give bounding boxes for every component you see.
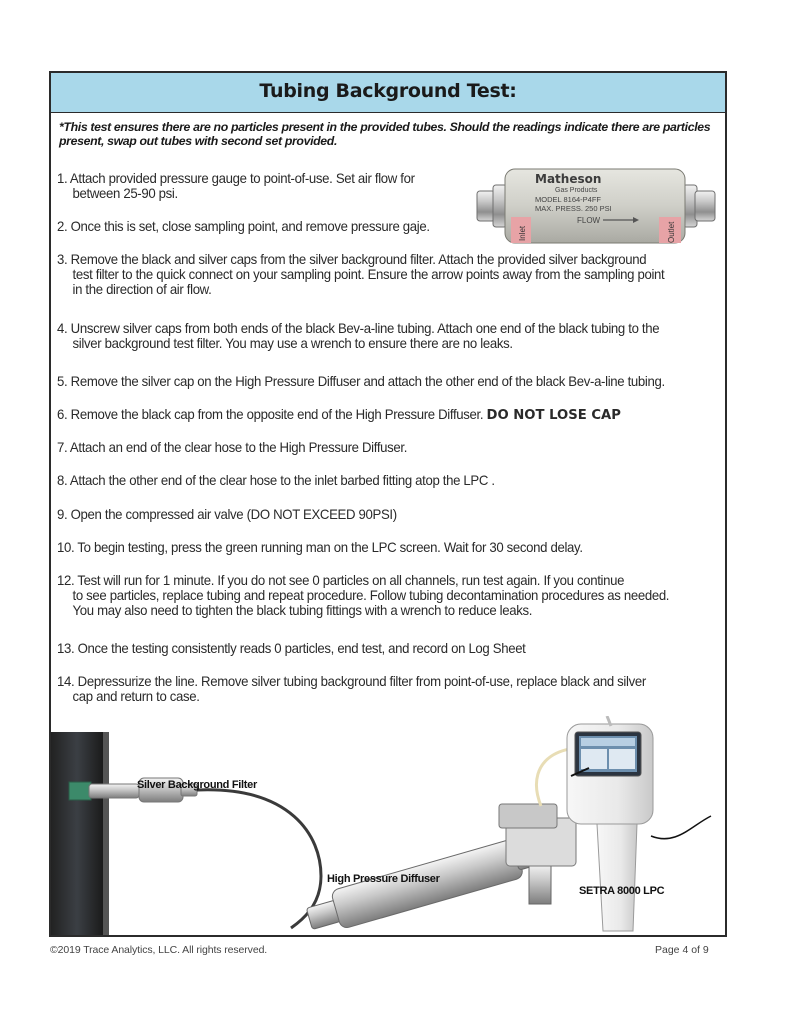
step-text: 6. Remove the black cap from the opposite end of the High Pressure Diffuser. bbox=[57, 407, 484, 422]
step-8 bbox=[57, 473, 705, 488]
filter-flow: FLOW bbox=[577, 216, 601, 225]
black-tubing bbox=[197, 790, 321, 928]
filter-brand-sub: Gas Products bbox=[555, 187, 598, 194]
instruction-panel bbox=[49, 71, 727, 937]
step-text: 12. Test will run for 1 minute. If you do not see 0 particles on all channels, run test again. If you continue bbox=[57, 573, 625, 588]
step-text: 2. Once this is set, close sampling point, and remove pressure gaje. bbox=[57, 219, 430, 234]
step-continuation: cap and return to case. bbox=[72, 689, 200, 704]
step-continuation: silver background test filter. You may use a wrench to ensure there are no leaks. bbox=[72, 336, 513, 351]
step-text: 5. Remove the silver cap on the High Pressure Diffuser and attach the other end of the black Bev-a-line tubing. bbox=[57, 374, 665, 389]
step-2 bbox=[57, 219, 464, 234]
page-number: Page 4 of 9 bbox=[655, 944, 709, 956]
step-continuation: test filter to the quick connect on your sampling point. Ensure the arrow points away from the sampling point in the direction of air flow. bbox=[72, 267, 665, 297]
step-text: 1. Attach provided pressure gauge to point-of-use. Set air flow for bbox=[57, 171, 415, 186]
step-continuation: between 25-90 psi. bbox=[72, 186, 178, 201]
filter-outlet-label: Outlet bbox=[667, 221, 676, 243]
step-text: 14. Depressurize the line. Remove silver tubing background filter from point-of-use, replace black and silver bbox=[57, 674, 646, 689]
filter-brand: Matheson bbox=[535, 172, 602, 186]
step-text: 4. Unscrew silver caps from both ends of the black Bev-a-line tubing. Attach one end of the black tubing to the bbox=[57, 321, 660, 336]
warning-text: DO NOT LOSE CAP bbox=[486, 407, 621, 423]
label-diffuser: High Pressure Diffuser bbox=[327, 873, 440, 885]
step-text: 9. Open the compressed air valve (DO NOT EXCEED 90PSI) bbox=[57, 507, 397, 522]
filter-inlet-label: Inlet bbox=[518, 225, 527, 241]
step-text: 8. Attach the other end of the clear hose to the inlet barbed fitting atop the LPC . bbox=[57, 473, 495, 488]
wall-panel bbox=[51, 732, 103, 937]
step-6 bbox=[57, 407, 705, 423]
test-setup-photo bbox=[51, 716, 727, 937]
title-bar bbox=[51, 73, 725, 113]
step-text: 10. To begin testing, press the green running man on the LPC screen. Wait for 30 second delay. bbox=[57, 540, 583, 555]
step-text: 13. Once the testing consistently reads 0 particles, end test, and record on Log Sheet bbox=[57, 641, 526, 656]
filter-model: MODEL 8164-P4FF bbox=[535, 195, 601, 204]
step-14 bbox=[57, 674, 705, 704]
page-title: Tubing Background Test: bbox=[259, 80, 517, 102]
step-4 bbox=[57, 321, 713, 351]
filter-pressure: MAX. PRESS. 250 PSI bbox=[535, 204, 612, 213]
matheson-filter-photo bbox=[473, 161, 723, 253]
step-13 bbox=[57, 641, 705, 656]
step-3 bbox=[57, 252, 705, 297]
step-5 bbox=[57, 374, 713, 389]
step-1 bbox=[57, 171, 464, 201]
step-9 bbox=[57, 507, 705, 522]
step-text: 3. Remove the black and silver caps from the silver background filter. Attach the provided silver background bbox=[57, 252, 647, 267]
label-silver-filter: Silver Background Filter bbox=[137, 779, 257, 791]
step-12 bbox=[57, 573, 705, 618]
intro-note: *This test ensures there are no particles present in the provided tubes. Should the readings indicate there are particles present, swap out tubes with second set provided. bbox=[59, 120, 711, 148]
step-text: 7. Attach an end of the clear hose to the High Pressure Diffuser. bbox=[57, 440, 408, 455]
step-10 bbox=[57, 540, 705, 555]
copyright: ©2019 Trace Analytics, LLC. All rights reserved. bbox=[50, 944, 268, 956]
step-7 bbox=[57, 440, 705, 455]
step-continuation: to see particles, replace tubing and repeat procedure. Follow tubing decontamination procedures as needed. You may also need to tighten the black tubing fittings with a wrench to reduce leaks. bbox=[72, 588, 670, 618]
label-lpc: SETRA 8000 LPC bbox=[579, 885, 665, 897]
